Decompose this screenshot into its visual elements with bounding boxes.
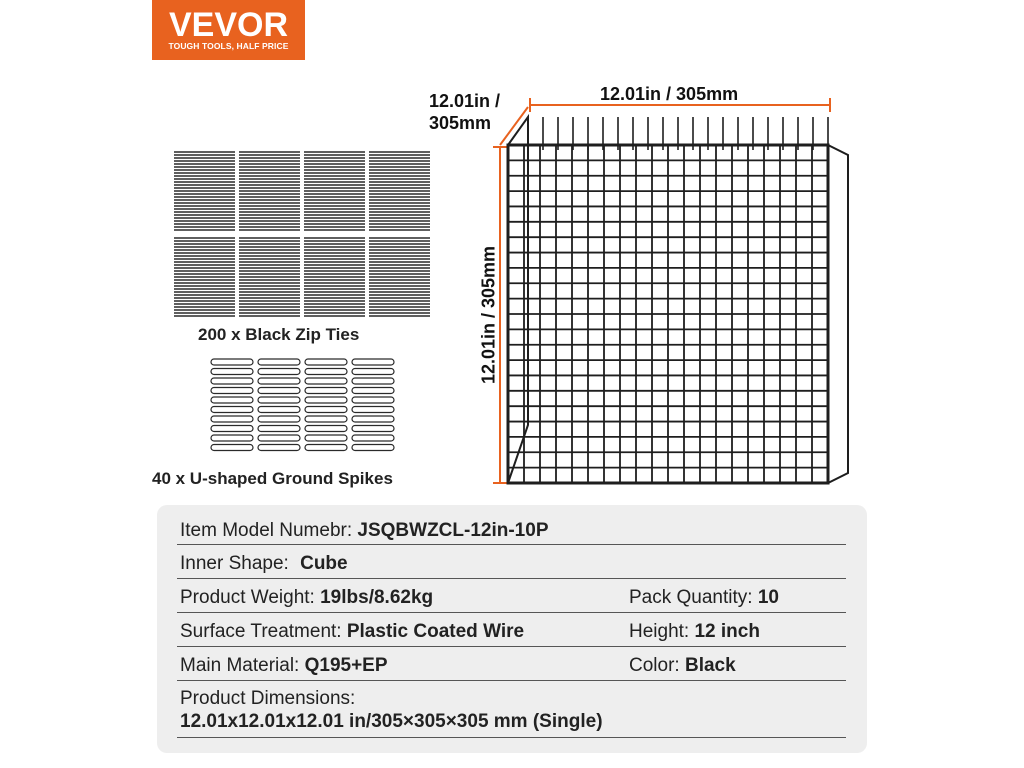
wire-cube-illustration [480,95,880,495]
spec-row-weight [177,578,846,613]
dimensions-label: Product Dimensions: [180,688,356,709]
surface-label: Surface Treatment: [180,621,342,642]
color-label: Color: [629,655,680,676]
weight-value: 19lbs/8.62kg [320,587,434,608]
weight-label: Product Weight: [180,587,315,608]
logo-tagline: TOUGH TOOLS, HALF PRICE [168,41,289,51]
shape-label: Inner Shape: [180,553,289,574]
material-value: Q195+EP [304,655,388,676]
dimensions-value: 12.01x12.01x12.01 in/305×305×305 mm (Single) [180,711,603,732]
pack-label: Pack Quantity: [629,587,753,608]
width-dimension-label: 12.01in / 305mm [600,84,739,104]
ground-spikes-caption: 40 x U-shaped Ground Spikes [152,469,393,488]
spec-table [157,505,867,753]
surface-value: Plastic Coated Wire [346,621,525,642]
logo-brand-text: VEVOR [168,6,289,44]
zip-ties-caption: 200 x Black Zip Ties [198,325,360,344]
height-label: Height: [629,621,690,642]
height-value: 12 inch [694,621,760,642]
material-label: Main Material: [180,655,300,676]
model-label: Item Model Numebr: [180,520,353,541]
height-dimension-label: 12.01in / 305mm [478,245,499,385]
depth-dimension-label-line1: 12.01in / [429,91,501,111]
spec-row-model [177,505,846,545]
vevor-logo [152,0,305,60]
ground-spikes-illustration [210,357,400,457]
model-value: JSQBWZCL-12in-10P [357,520,549,541]
zip-ties-illustration [172,150,434,320]
spec-row-dimensions [177,680,846,738]
shape-value: Cube [300,553,348,574]
color-value: Black [684,655,736,676]
depth-dimension-label-line2: 305mm [429,113,492,133]
spec-row-shape [177,544,846,579]
pack-value: 10 [757,587,779,608]
spec-row-material [177,646,846,681]
spec-row-surface [177,612,846,647]
